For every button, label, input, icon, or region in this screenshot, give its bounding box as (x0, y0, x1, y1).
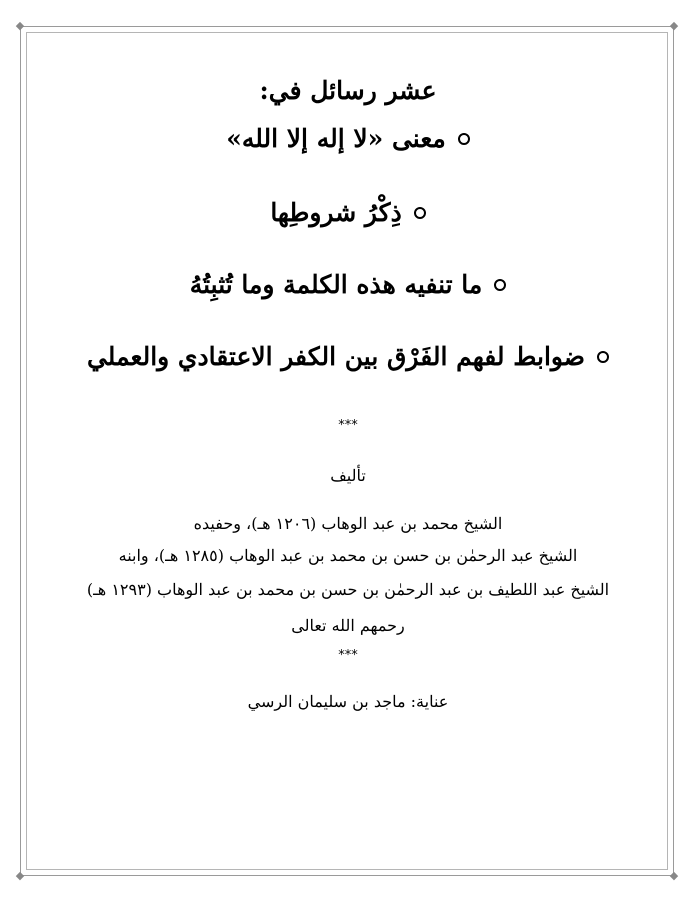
circle-bullet-icon (458, 133, 470, 145)
topic-text: ذِكْرُ شروطِها (270, 198, 402, 227)
author-line: الشيخ عبد اللطيف بن عبد الرحمٰن بن حسن بن محمد بن عبد الوهاب (١٢٩٣ هـ) (86, 580, 610, 599)
author-line: رحمهم الله تعالى (291, 616, 405, 635)
author-line: الشيخ محمد بن عبد الوهاب (١٢٠٦ هـ)، وحفيده (193, 514, 503, 533)
author-line: الشيخ عبد الرحمٰن بن حسن بن محمد بن عبد الوهاب (١٢٨٥ هـ)، وابنه (118, 546, 578, 565)
corner-ornament-top-left: ◆ (15, 19, 25, 32)
circle-bullet-icon (494, 279, 506, 291)
topic-text: معنى «لا إله إلا الله» (226, 124, 446, 153)
corner-ornament-bottom-left: ◆ (15, 869, 25, 882)
topic-item (0, 124, 696, 153)
circle-bullet-icon (597, 351, 609, 363)
separator-stars: *** (338, 418, 358, 433)
topic-item (0, 270, 696, 299)
topic-text: ضوابط لفهم الفَرْق بين الكفر الاعتقادي والعملي (86, 342, 586, 371)
book-title-heading: عشر رسائل في: (259, 76, 437, 105)
topic-item (0, 198, 696, 227)
separator-stars: *** (338, 648, 358, 663)
corner-ornament-bottom-right: ◆ (669, 869, 679, 882)
corner-ornament-top-right: ◆ (669, 19, 679, 32)
author-label: تأليف (330, 466, 366, 485)
topic-item (0, 342, 696, 371)
topic-text: ما تنفيه هذه الكلمة وما تُثبِتُهُ (189, 270, 483, 299)
editor-credit: عناية: ماجد بن سليمان الرسي (247, 692, 449, 711)
circle-bullet-icon (414, 207, 426, 219)
